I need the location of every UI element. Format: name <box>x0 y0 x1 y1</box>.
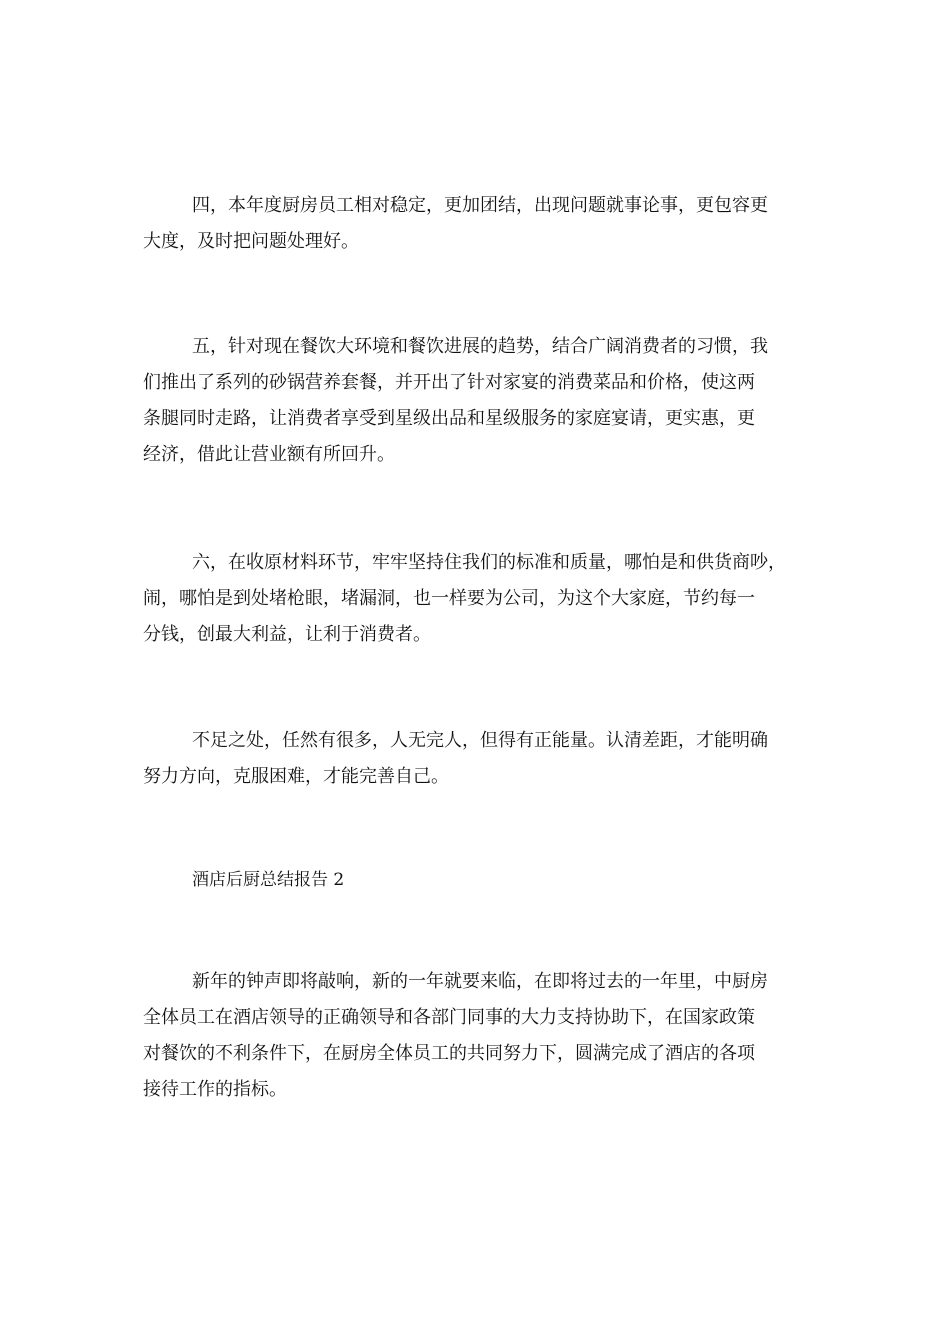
paragraph-line: 对餐饮的不利条件下，在厨房全体员工的共同努力下，圆满完成了酒店的各项 <box>143 1043 755 1064</box>
paragraph-line: 分钱，创最大利益，让利于消费者。 <box>143 624 431 645</box>
paragraph-line: 经济，借此让营业额有所回升。 <box>143 444 395 465</box>
paragraph-shortcomings <box>143 723 813 795</box>
paragraph-line: 努力方向，克服困难，才能完善自己。 <box>143 766 449 787</box>
paragraph-item-4 <box>143 188 813 260</box>
section-title: 酒店后厨总结报告 2 <box>192 870 345 890</box>
paragraph-item-5 <box>143 329 813 473</box>
paragraph-line: 新年的钟声即将敲响，新的一年就要来临，在即将过去的一年里，中厨房 <box>192 971 768 992</box>
paragraph-line: 四，本年度厨房员工相对稳定，更加团结，出现问题就事论事，更包容更 <box>192 195 768 216</box>
paragraph-line: 接待工作的指标。 <box>143 1079 287 1100</box>
paragraph-item-6 <box>143 545 813 653</box>
paragraph-line: 条腿同时走路，让消费者享受到星级出品和星级服务的家庭宴请，更实惠，更 <box>143 408 755 429</box>
paragraph-line: 闹，哪怕是到处堵枪眼，堵漏洞，也一样要为公司，为这个大家庭，节约每一 <box>143 588 755 609</box>
paragraph-line: 不足之处，任然有很多，人无完人，但得有正能量。认清差距，才能明确 <box>192 730 768 751</box>
paragraph-line: 五，针对现在餐饮大环境和餐饮进展的趋势，结合广阔消费者的习惯，我 <box>192 336 768 357</box>
paragraph-line: 六，在收原材料环节，牢牢坚持住我们的标准和质量，哪怕是和供货商吵， <box>192 552 786 573</box>
paragraph-intro <box>143 964 813 1108</box>
paragraph-line: 全体员工在酒店领导的正确领导和各部门同事的大力支持协助下，在国家政策 <box>143 1007 755 1028</box>
paragraph-line: 大度，及时把问题处理好。 <box>143 231 359 252</box>
paragraph-line: 们推出了系列的砂锅营养套餐，并开出了针对家宴的消费菜品和价格，使这两 <box>143 372 755 393</box>
